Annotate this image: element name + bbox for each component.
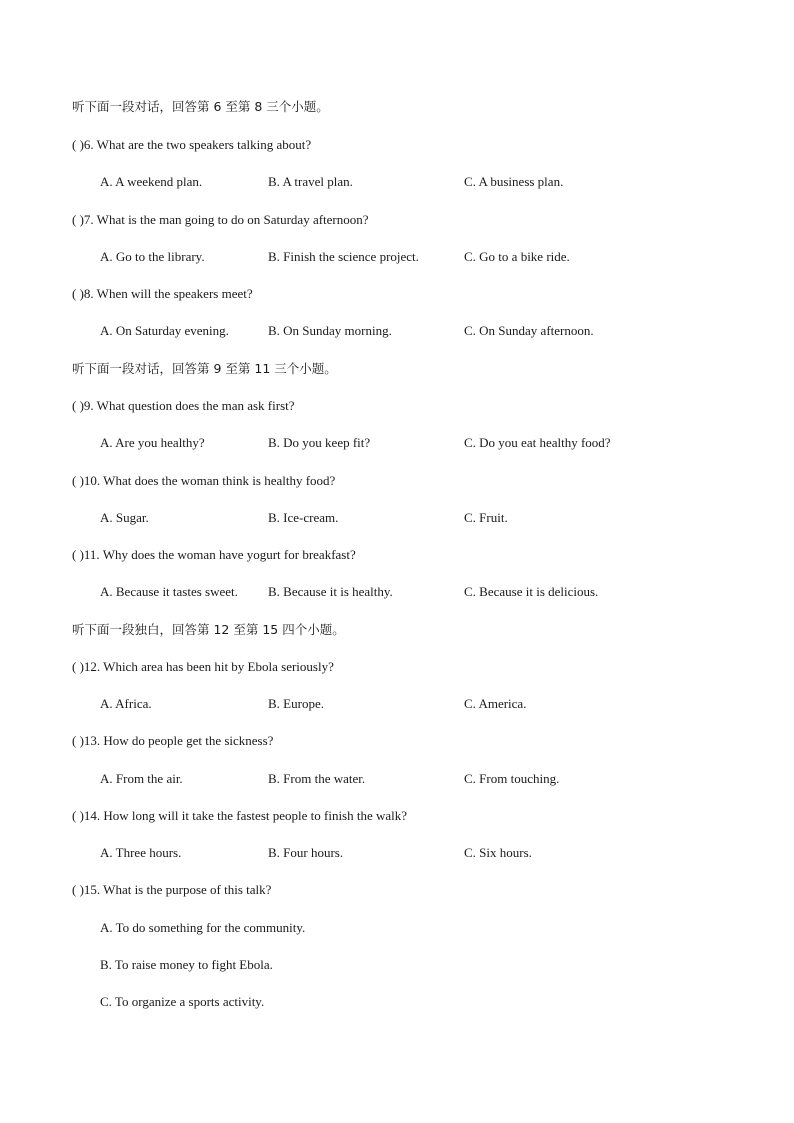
option-b: B. Do you keep fit?	[268, 435, 371, 450]
question-7: ( )7. What is the man going to do on Saturday afternoon?	[72, 212, 369, 227]
section-instruction: 听下面一段独白，回答第 12 至第 15 四个小题。	[72, 622, 345, 637]
option-c: C. America.	[464, 696, 527, 711]
option-a: A. Africa.	[100, 696, 152, 711]
option-a: A. Are you healthy?	[100, 435, 205, 450]
option-a: A. Because it tastes sweet.	[100, 584, 238, 599]
option-b: B. Finish the science project.	[268, 249, 419, 264]
question-13: ( )13. How do people get the sickness?	[72, 733, 274, 748]
question-9: ( )9. What question does the man ask first?	[72, 398, 295, 413]
option-a: A. On Saturday evening.	[100, 323, 229, 338]
option-b: B. Four hours.	[268, 845, 344, 860]
option-c: C. Six hours.	[464, 845, 532, 860]
option-c: C. Because it is delicious.	[464, 584, 599, 599]
option-a: A. From the air.	[100, 771, 183, 786]
option-b: B. Because it is healthy.	[268, 584, 393, 599]
option-b: B. To raise money to fight Ebola.	[100, 957, 273, 972]
question-10: ( )10. What does the woman think is healthy food?	[72, 473, 336, 488]
question-12: ( )12. Which area has been hit by Ebola seriously?	[72, 659, 334, 674]
option-c: C. Do you eat healthy food?	[464, 435, 611, 450]
option-a: A. A weekend plan.	[100, 174, 203, 189]
option-c: C. On Sunday afternoon.	[464, 323, 594, 338]
option-a: A. To do something for the community.	[100, 920, 306, 935]
section-instruction: 听下面一段对话，回答第 6 至第 8 三个小题。	[72, 99, 329, 114]
option-b: B. Europe.	[268, 696, 324, 711]
question-15: ( )15. What is the purpose of this talk?	[72, 882, 272, 897]
option-c: C. Fruit.	[464, 510, 508, 525]
question-8: ( )8. When will the speakers meet?	[72, 286, 253, 301]
option-c: C. Go to a bike ride.	[464, 249, 570, 264]
option-b: B. Ice-cream.	[268, 510, 339, 525]
question-6: ( )6. What are the two speakers talking about?	[72, 137, 312, 152]
option-b: B. From the water.	[268, 771, 366, 786]
option-a: A. Go to the library.	[100, 249, 205, 264]
option-c: C. A business plan.	[464, 174, 564, 189]
option-b: B. On Sunday morning.	[268, 323, 392, 338]
option-c: C. From touching.	[464, 771, 560, 786]
option-c: C. To organize a sports activity.	[100, 994, 265, 1009]
option-a: A. Three hours.	[100, 845, 182, 860]
option-b: B. A travel plan.	[268, 174, 353, 189]
option-a: A. Sugar.	[100, 510, 149, 525]
section-instruction: 听下面一段对话，回答第 9 至第 11 三个小题。	[72, 361, 337, 376]
question-11: ( )11. Why does the woman have yogurt for breakfast?	[72, 547, 356, 562]
question-14: ( )14. How long will it take the fastest people to finish the walk?	[72, 808, 408, 823]
